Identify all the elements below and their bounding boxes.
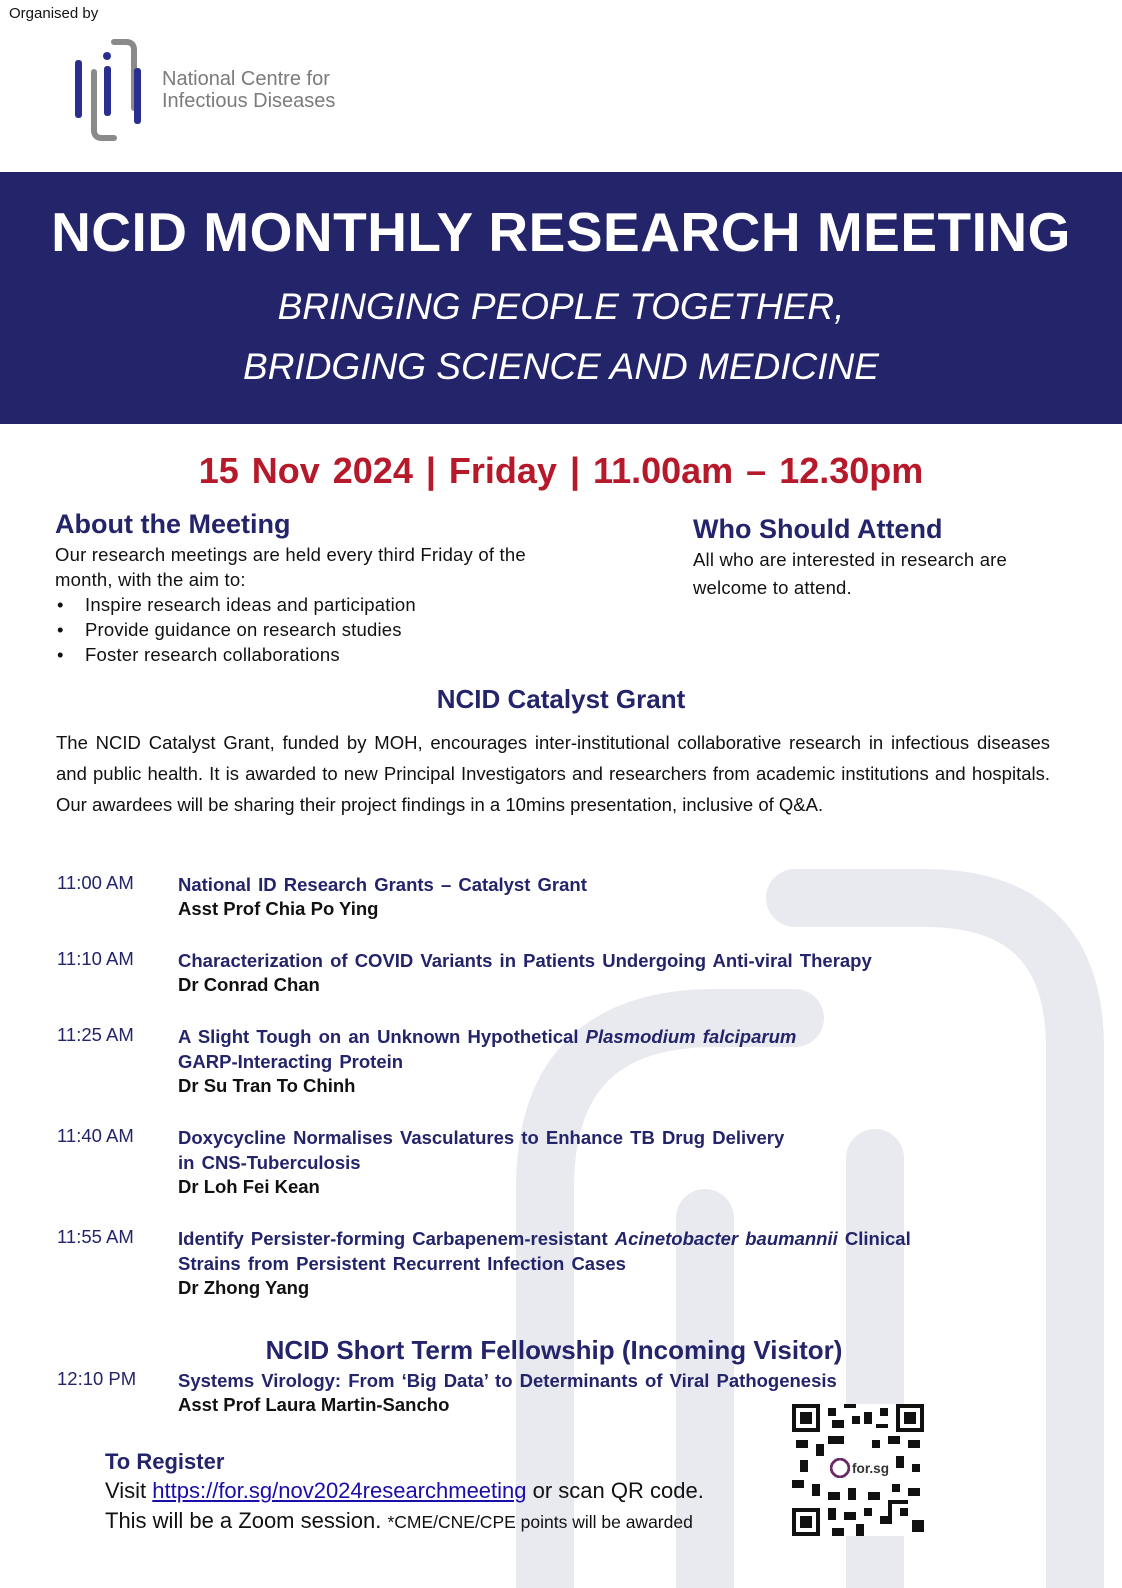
ncid-logo-icon <box>72 38 144 142</box>
programme-speaker: Dr Loh Fei Kean <box>178 1176 320 1197</box>
about-bullet: • Foster research collaborations <box>55 642 565 667</box>
programme-title-text-end: Clinical <box>837 1228 911 1249</box>
organised-by-label: Organised by <box>9 5 99 22</box>
about-heading: About the Meeting <box>55 509 291 539</box>
programme-title: Systems Virology: From ‘Big Data’ to Determinants of Viral Pathogenesis <box>178 1370 837 1391</box>
programme-title-species: Plasmodium falciparum <box>585 1026 797 1047</box>
programme-time: 11:00 AM <box>57 872 134 893</box>
qr-label: for.sg <box>852 1461 890 1477</box>
about-intro: Our research meetings are held every third Friday of the month, with the aim to: <box>55 544 526 590</box>
zoom-text: This will be a Zoom session. <box>105 1508 388 1533</box>
programme-title: Characterization of COVID Variants in Patients Undergoing Anti-viral Therapy <box>178 950 872 971</box>
attend-heading: Who Should Attend <box>693 514 943 544</box>
event-dateline: 15 Nov 2024 | Friday | 11.00am – 12.30pm <box>198 450 924 491</box>
programme-speaker: Asst Prof Chia Po Ying <box>178 898 379 919</box>
grant-heading: NCID Catalyst Grant <box>436 684 686 714</box>
about-bullet: • Provide guidance on research studies <box>55 617 565 642</box>
programme-title-species: Acinetobacter baumannii <box>614 1228 838 1249</box>
about-section <box>55 542 565 667</box>
programme-title-text: Identify Persister-forming Carbapenem-resistant <box>178 1228 615 1249</box>
qr-code-icon[interactable] <box>792 1404 924 1536</box>
programme-speaker: Dr Conrad Chan <box>178 974 320 995</box>
programme-speaker: Asst Prof Laura Martin-Sancho <box>178 1394 450 1415</box>
programme-title-line2: Strains from Persistent Recurrent Infection Cases <box>178 1253 626 1274</box>
register-visit-text: Visit <box>105 1478 153 1503</box>
programme-title: National ID Research Grants – Catalyst Grant <box>178 874 587 895</box>
register-link[interactable]: https://for.sg/nov2024researchmeeting <box>152 1478 527 1503</box>
programme-title-text: Doxycycline Normalises Vasculatures to Enhance TB Drug Delivery <box>178 1127 785 1148</box>
programme-title-line2: in CNS-Tuberculosis <box>178 1152 361 1173</box>
grant-paragraph: The NCID Catalyst Grant, funded by MOH, encourages inter-institutional collaborative research in infectious diseases and public health. It is awarded to new Principal Investigators and researchers from academic institutions and hospitals. Our awardees will be sharing their project findings in a 10mins presentation, inclusive of Q&A. <box>56 732 1050 815</box>
banner-subtitle-line2: BRIDGING SCIENCE AND MEDICINE <box>243 346 879 387</box>
fellowship-heading: NCID Short Term Fellowship (Incoming Visitor) <box>265 1335 843 1365</box>
register-line <box>105 1478 704 1504</box>
programme-speaker: Dr Zhong Yang <box>178 1277 310 1298</box>
programme-time: 11:25 AM <box>57 1024 134 1045</box>
programme-time: 11:55 AM <box>57 1226 134 1247</box>
programme-title <box>178 1125 1038 1175</box>
register-heading: To Register <box>105 1449 225 1474</box>
register-after-link: or scan QR code. <box>526 1478 704 1503</box>
programme-time: 11:40 AM <box>57 1125 134 1146</box>
programme-title-text: A Slight Tough on an Unknown Hypothetical <box>178 1026 586 1047</box>
about-bullets <box>55 592 565 667</box>
programme-speaker: Dr Su Tran To Chinh <box>178 1075 356 1096</box>
org-name <box>162 68 335 112</box>
programme-time: 12:10 PM <box>57 1368 137 1389</box>
programme-title-line2: GARP-Interacting Protein <box>178 1051 404 1072</box>
org-name-line1: National Centre for <box>162 68 330 90</box>
cme-note: *CME/CNE/CPE points will be awarded <box>387 1512 693 1532</box>
programme-time: 11:10 AM <box>57 948 134 969</box>
org-name-line2: Infectious Diseases <box>162 90 336 112</box>
meeting-title: NCID MONTHLY RESEARCH MEETING <box>51 201 1071 263</box>
banner-subtitle-line1: BRINGING PEOPLE TOGETHER, <box>277 286 845 327</box>
programme-title <box>178 1024 1038 1074</box>
about-bullet: • Inspire research ideas and participation <box>55 592 565 617</box>
programme-title <box>178 1226 1058 1276</box>
attend-text: All who are interested in research are welcome to attend. <box>693 549 1008 598</box>
zoom-line <box>105 1508 693 1534</box>
